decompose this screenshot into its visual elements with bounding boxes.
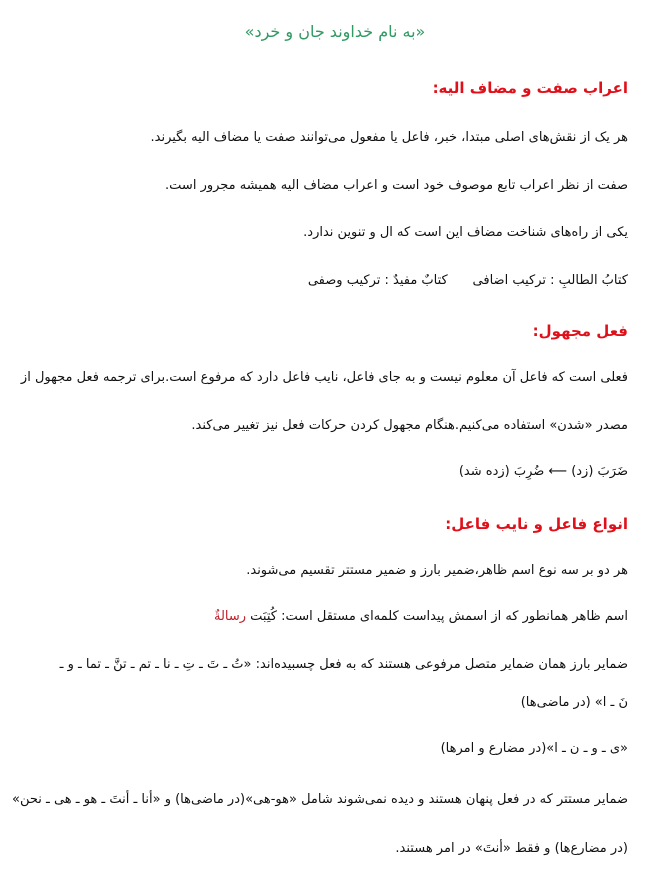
paragraph-line: یکی از راه‌های شناخت مضاف این است که ال و تنوین ندارد.	[303, 225, 628, 240]
paragraph-line: نَ ـ ا» (در ماضی‌ها)	[520, 695, 628, 710]
paragraph-line: هر یک از نقش‌های اصلی مبتدا، خبر، فاعل یا مفعول می‌توانند صفت یا مضاف الیه بگیرند.	[150, 130, 628, 145]
section-heading: اعراب صفت و مضاف الیه:	[432, 79, 628, 97]
paragraph-line: هر دو بر سه نوع اسم ظاهر،ضمیر بارز و ضمیر مستتر تقسیم می‌شوند.	[246, 563, 628, 578]
paragraph-line: مصدر «شدن» استفاده می‌کنیم.هنگام مجهول کردن حرکات فعل نیز تغییر می‌کند.	[191, 418, 628, 433]
paragraph-text: اسم ظاهر همانطور که از اسمش پیداست کلمه‌ای مستقل است: كُتِبَت	[250, 609, 628, 624]
document-title: «به نام خداوند جان و خرد»	[244, 22, 426, 41]
paragraph-line: ضمایر بارز همان ضمایر متصل مرفوعی هستند که به فعل چسبیده‌اند: «تُ ـ تَ ـ تِ ـ نا ـ تم ـ تنَّ ـ تما ـ و ـ	[59, 657, 628, 672]
highlighted-word: رسالةٌ	[213, 609, 247, 624]
section-heading: فعل مجهول:	[532, 322, 628, 340]
paragraph-line: کتابُ الطالبِ : ترکیب اضافی کتابٌ مفیدٌ : ترکیب وصفی	[307, 273, 628, 288]
paragraph-line: صفت از نظر اعراب تابع موصوف خود است و اعراب مضاف الیه همیشه مجرور است.	[165, 178, 628, 193]
paragraph-line	[214, 607, 628, 627]
paragraph-line: «ی ـ و ـ ن ـ ا»(در مضارع و امرها)	[440, 741, 628, 756]
section-heading: انواع فاعل و نایب فاعل:	[445, 515, 628, 533]
paragraph-line: ضمایر مستتر که در فعل پنهان هستند و دیده نمی‌شوند شامل «هو-هی»(در ماضی‌ها) و «أنا ـ أنتَ ـ هو ـ هی ـ نحن»	[12, 792, 628, 807]
paragraph-line: فعلی است که فاعل آن معلوم نیست و به جای فاعل، نایب فاعل دارد که مرفوع است.برای ترجمه فعل مجهول از	[20, 370, 628, 385]
paragraph-line: ضَرَبَ (زد) ⟵ ضُرِبَ (زده شد)	[458, 464, 628, 479]
paragraph-line: (در مضارع‌ها) و فقط «أنتَ» در امر هستند.	[395, 841, 628, 856]
